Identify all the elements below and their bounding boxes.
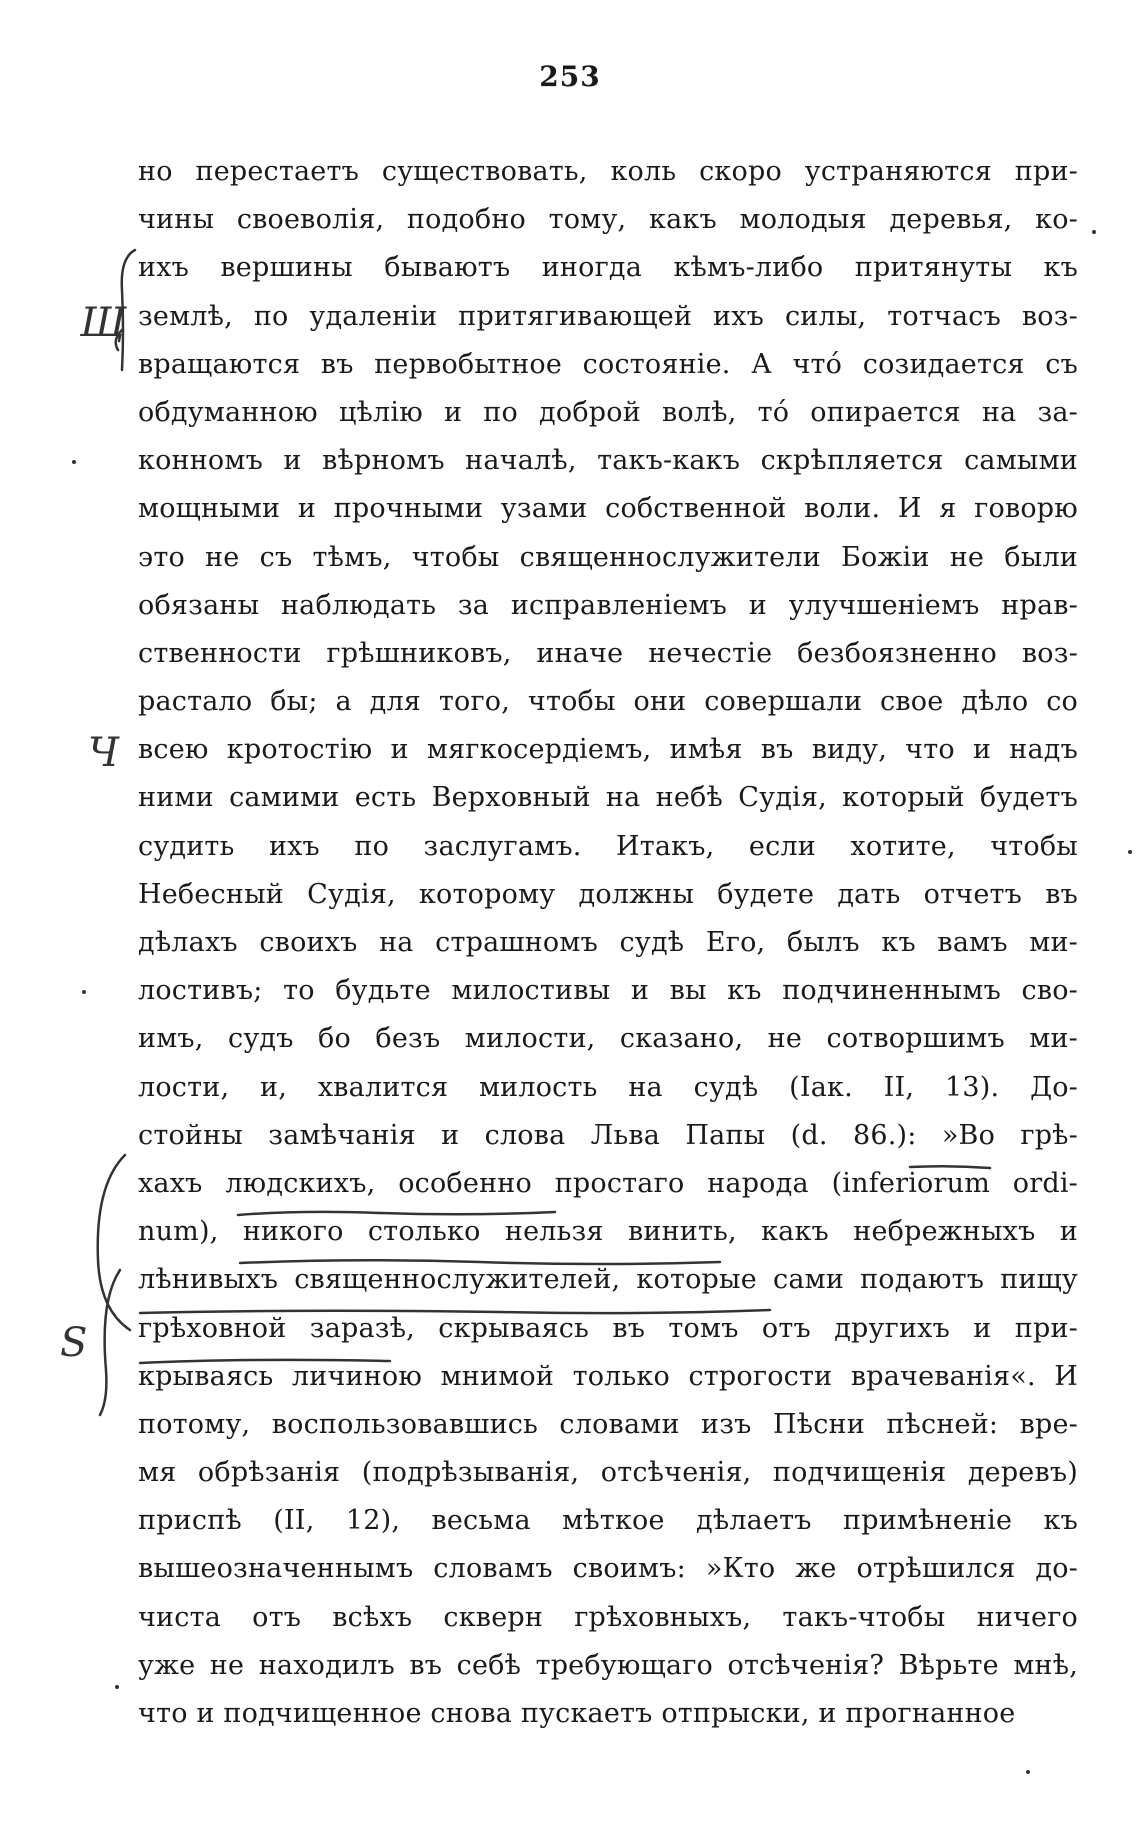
margin-note-3: S [60, 1320, 88, 1366]
text-line: мощными и прочными узами собственной воли. И я говорю [138, 493, 1078, 525]
text-line: num), никого столько нельзя винить, какъ небрежныхъ и [138, 1216, 1078, 1248]
text-line: лѣнивыхъ священнослужителей, которые сами подаютъ пищу [138, 1264, 1078, 1296]
margin-bracket-middle [98, 1155, 130, 1330]
text-line: лостивъ; то будьте милостивы и вы къ подчиненнымъ сво- [138, 975, 1078, 1007]
text-line: чины своеволія, подобно тому, какъ молодыя деревья, ко- [138, 204, 1078, 236]
text-line: растало бы; а для того, чтобы они совершали свое дѣло со [138, 686, 1078, 718]
ink-speck [1128, 850, 1132, 854]
underline-2 [380, 1212, 555, 1214]
text-line: всею кротостію и мягкосердіемъ, имѣя въ виду, что и надъ [138, 734, 1078, 766]
page-number: 253 [539, 60, 601, 93]
text-line: чиста отъ всѣхъ скверн грѣховныхъ, такъ-чтобы ничего [138, 1601, 1078, 1633]
text-line: обязаны наблюдать за исправленіемъ и улучшеніемъ нрав- [138, 589, 1078, 621]
text-line: дѣлахъ своихъ на страшномъ судѣ Его, былъ къ вамъ ми- [138, 927, 1078, 958]
text-line: но перестаетъ существовать, коль скоро устраняются при- [138, 156, 1078, 187]
underline-5 [140, 1360, 390, 1363]
text-line: вращаются въ первобытное состояніе. А что́ созидается съ [138, 348, 1078, 380]
text-line: судить ихъ по заслугамъ. Итакъ, если хотите, чтобы [138, 830, 1078, 862]
text-line: имъ, судъ бо безъ милости, сказано, не сотворшимъ ми- [138, 1023, 1078, 1055]
ink-speck [1092, 230, 1096, 234]
underline-3 [240, 1260, 720, 1264]
text-line: это не съ тѣмъ, чтобы священнослужители Божіи не были [138, 541, 1078, 573]
ink-speck [72, 460, 76, 464]
text-line: обдуманною цѣлію и по доброй волѣ, то́ опирается на за- [138, 396, 1078, 428]
underline-4 [140, 1310, 770, 1313]
text-line: ними самими есть Верховный на небѣ Судія, который будетъ [138, 782, 1078, 814]
text-line: уже не находилъ въ себѣ требующаго отсѣченія? Вѣрьте мнѣ, [138, 1649, 1078, 1681]
text-line: хахъ людскихъ, особенно простаго народа (inferiorum ordi- [138, 1167, 1078, 1199]
text-line: крываясь личиною мнимой только строгости врачеванія«. И [138, 1360, 1078, 1392]
text-line: потому, воспользовавшись словами изъ Пѣсни пѣсней: вре- [138, 1408, 1078, 1440]
text-line: ственности грѣшниковъ, иначе нечестіе безбоязненно воз- [138, 637, 1078, 669]
text-line: землѣ, по удаленіи притягивающей ихъ силы, тотчасъ воз- [138, 300, 1078, 332]
text-line: что и подчищенное снова пускаетъ отпрыски, и прогнанное [138, 1698, 1016, 1729]
underline-1 [238, 1212, 380, 1215]
text-line: ихъ вершины бываютъ иногда кѣмъ-либо притянуты къ [138, 252, 1078, 284]
margin-note-2: Ч [88, 730, 119, 776]
text-line: конномъ и вѣрномъ началѣ, такъ-какъ скрѣпляется самыми [138, 445, 1078, 477]
text-line: приспѣ (II, 12), весьма мѣткое дѣлаетъ примѣненіе къ [138, 1505, 1078, 1537]
text-line: Небесный Судія, которому должны будете дать отчетъ въ [138, 878, 1078, 910]
text-line: мя обрѣзанія (подрѣзыванія, отсѣченія, подчищенія деревъ) [138, 1457, 1078, 1489]
ink-speck [82, 990, 86, 994]
text-line: вышеозначеннымъ словамъ своимъ: »Кто же отрѣшился до- [138, 1553, 1078, 1585]
ink-speck [115, 1685, 119, 1689]
margin-note-1: Щ [80, 300, 126, 346]
underline-6 [910, 1166, 990, 1168]
text-line: грѣховной заразѣ, скрываясь въ томъ отъ другихъ и при- [138, 1312, 1078, 1344]
text-line: лости, и, хвалится милость на судѣ (Іак. II, 13). До- [138, 1071, 1078, 1103]
ink-speck [1026, 1770, 1030, 1774]
text-line: стойны замѣчанія и слова Льва Папы (d. 86.): »Во грѣ- [138, 1119, 1078, 1151]
